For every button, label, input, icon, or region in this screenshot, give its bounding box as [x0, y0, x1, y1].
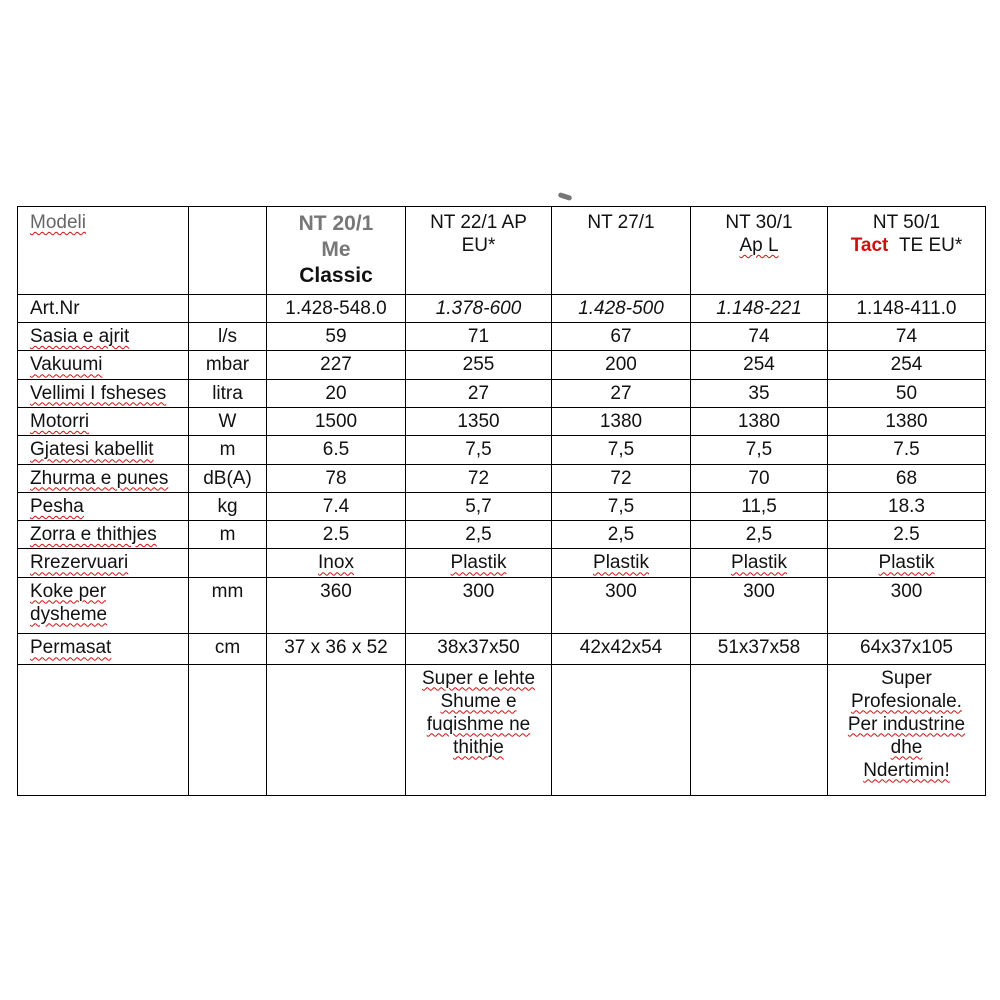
note-nt22-line2: Shume e [440, 690, 517, 712]
cell-nt50: 74 [828, 323, 986, 351]
cell-nt27: 2,5 [552, 521, 691, 549]
cell-nt30: 2,5 [691, 521, 828, 549]
cell-nt27: 300 [552, 577, 691, 634]
cell-nt22 [406, 549, 552, 577]
row-unit: cm [189, 634, 267, 664]
cell-nt22: 72 [406, 464, 552, 492]
table-row [18, 351, 986, 379]
cell-nt30: 300 [691, 577, 828, 634]
spec-table [17, 206, 986, 796]
row-unit: mbar [189, 351, 267, 379]
model-nt50-tact: Tact [850, 235, 889, 256]
cell-nt20: 227 [267, 351, 406, 379]
note-nt50 [828, 664, 986, 795]
model-nt22-line2: EU* [461, 235, 496, 256]
cell-nt22: 2,5 [406, 521, 552, 549]
table-row [18, 379, 986, 407]
cell-nt20: 1.428-548.0 [267, 294, 406, 322]
row-unit: m [189, 521, 267, 549]
model-nt20 [267, 207, 406, 295]
note-nt50-line3: Per industrine [847, 713, 966, 735]
cell-nt22: 1.378-600 [406, 294, 552, 322]
note-nt27 [552, 664, 691, 795]
cell-nt22: 71 [406, 323, 552, 351]
cell-nt30 [691, 549, 828, 577]
row-label [18, 464, 189, 492]
row-label [18, 379, 189, 407]
row-label [18, 492, 189, 520]
model-nt22-line1: NT 22/1 AP [430, 212, 527, 233]
row-label-text: Zorra e thithjes [30, 524, 157, 546]
cell-nt20: 37 x 36 x 52 [267, 634, 406, 664]
header-row [18, 207, 986, 295]
cell-nt30: 51x37x58 [691, 634, 828, 664]
cell-nt50: 1.148-411.0 [828, 294, 986, 322]
cell-nt27: 7,5 [552, 492, 691, 520]
cell-nt20: 59 [267, 323, 406, 351]
row-unit: W [189, 408, 267, 436]
cell-nt50-text: Plastik [878, 552, 935, 574]
note-nt22 [406, 664, 552, 795]
row-label-text: Rrezervuari [30, 552, 129, 574]
note-nt50-line5: Ndertimin! [863, 759, 950, 781]
row-label-text: Sasia e ajrit [30, 326, 130, 348]
note-nt22-line1: Super e lehte [421, 667, 536, 689]
row-unit: m [189, 436, 267, 464]
cell-nt50: 7.5 [828, 436, 986, 464]
cell-nt22: 27 [406, 379, 552, 407]
cell-nt50: 18.3 [828, 492, 986, 520]
cell-nt27: 67 [552, 323, 691, 351]
notes-unit-cell [189, 664, 267, 795]
cell-nt20-text: Inox [318, 552, 354, 574]
note-nt20 [267, 664, 406, 795]
row-label-text: Permasat [30, 637, 112, 659]
row-label [18, 408, 189, 436]
row-label-text: Zhurma e punes [30, 467, 169, 489]
header-label-cell [18, 207, 189, 295]
stray-mark [558, 192, 573, 201]
row-label-text: Pesha [30, 495, 84, 517]
row-unit: l/s [189, 323, 267, 351]
table-row [18, 577, 986, 634]
note-nt50-line2: Profesionale. [851, 690, 962, 712]
model-nt20-line3: Classic [299, 264, 373, 287]
row-unit: dB(A) [189, 464, 267, 492]
cell-nt50: 2.5 [828, 521, 986, 549]
notes-label-cell [18, 664, 189, 795]
table-row [18, 323, 986, 351]
cell-nt30: 1.148-221 [691, 294, 828, 322]
model-nt30-line2: Ap L [739, 235, 779, 256]
row-unit [189, 549, 267, 577]
cell-nt27: 42x42x54 [552, 634, 691, 664]
cell-nt22-text: Plastik [450, 552, 507, 574]
cell-nt20: 360 [267, 577, 406, 634]
cell-nt50: 300 [828, 577, 986, 634]
cell-nt27 [552, 549, 691, 577]
table-row [18, 549, 986, 577]
cell-nt30: 254 [691, 351, 828, 379]
cell-nt20: 2.5 [267, 521, 406, 549]
row-label [18, 549, 189, 577]
cell-nt22: 5,7 [406, 492, 552, 520]
cell-nt30: 7,5 [691, 436, 828, 464]
model-nt30 [691, 207, 828, 295]
cell-nt20: 20 [267, 379, 406, 407]
note-nt22-line3: fuqishme ne [426, 713, 531, 735]
cell-nt30: 70 [691, 464, 828, 492]
model-nt50 [828, 207, 986, 295]
cell-nt22: 300 [406, 577, 552, 634]
cell-nt20: 78 [267, 464, 406, 492]
cell-nt20 [267, 549, 406, 577]
model-nt27-line1: NT 27/1 [587, 212, 655, 233]
cell-nt22: 7,5 [406, 436, 552, 464]
header-unit-cell [189, 207, 267, 295]
cell-nt27: 72 [552, 464, 691, 492]
cell-nt30: 74 [691, 323, 828, 351]
model-nt50-line3: TE EU* [898, 235, 963, 256]
header-label: Modeli [30, 212, 86, 233]
model-nt22 [406, 207, 552, 295]
row-label-text: Vellimi I fsheses [30, 382, 167, 404]
model-nt27 [552, 207, 691, 295]
model-nt20-line2: Me [321, 238, 351, 261]
cell-nt20: 7.4 [267, 492, 406, 520]
row-label [18, 323, 189, 351]
cell-nt50 [828, 549, 986, 577]
cell-nt30-text: Plastik [731, 552, 787, 574]
cell-nt50: 68 [828, 464, 986, 492]
note-nt22-line4: thithje [453, 736, 504, 758]
cell-nt50: 50 [828, 379, 986, 407]
cell-nt20: 1500 [267, 408, 406, 436]
table-row [18, 436, 986, 464]
table-row [18, 464, 986, 492]
table-row [18, 408, 986, 436]
cell-nt30: 1380 [691, 408, 828, 436]
cell-nt22: 1350 [406, 408, 552, 436]
note-nt50-line4: dhe [890, 736, 923, 758]
table-row [18, 634, 986, 664]
row-label [18, 521, 189, 549]
cell-nt50: 1380 [828, 408, 986, 436]
cell-nt20: 6.5 [267, 436, 406, 464]
row-label [18, 436, 189, 464]
notes-row [18, 664, 986, 795]
row-label [18, 351, 189, 379]
cell-nt22: 255 [406, 351, 552, 379]
cell-nt27-text: Plastik [593, 552, 649, 574]
table-row [18, 521, 986, 549]
table-row [18, 492, 986, 520]
cell-nt50: 254 [828, 351, 986, 379]
cell-nt22: 38x37x50 [406, 634, 552, 664]
model-nt20-line1: NT 20/1 [298, 212, 374, 235]
note-nt50-line1: Super [881, 667, 932, 689]
model-nt50-line1: NT 50/1 [872, 212, 941, 233]
cell-nt27: 27 [552, 379, 691, 407]
cell-nt30: 11,5 [691, 492, 828, 520]
note-nt30 [691, 664, 828, 795]
row-label-text: Vakuumi [30, 354, 103, 376]
row-label-text: Motorri [30, 411, 90, 433]
table-row [18, 294, 986, 322]
row-label-text: Koke per dysheme [30, 580, 108, 625]
row-label [18, 634, 189, 664]
cell-nt27: 200 [552, 351, 691, 379]
cell-nt27: 7,5 [552, 436, 691, 464]
row-unit: kg [189, 492, 267, 520]
cell-nt50: 64x37x105 [828, 634, 986, 664]
row-unit [189, 294, 267, 322]
model-nt30-line1: NT 30/1 [725, 212, 793, 233]
row-label [18, 577, 189, 634]
row-unit: litra [189, 379, 267, 407]
row-unit: mm [189, 577, 267, 634]
cell-nt27: 1.428-500 [552, 294, 691, 322]
cell-nt30: 35 [691, 379, 828, 407]
cell-nt27: 1380 [552, 408, 691, 436]
row-label-text: Art.Nr [30, 297, 80, 319]
row-label [18, 294, 189, 322]
row-label-text: Gjatesi kabellit [30, 439, 154, 461]
